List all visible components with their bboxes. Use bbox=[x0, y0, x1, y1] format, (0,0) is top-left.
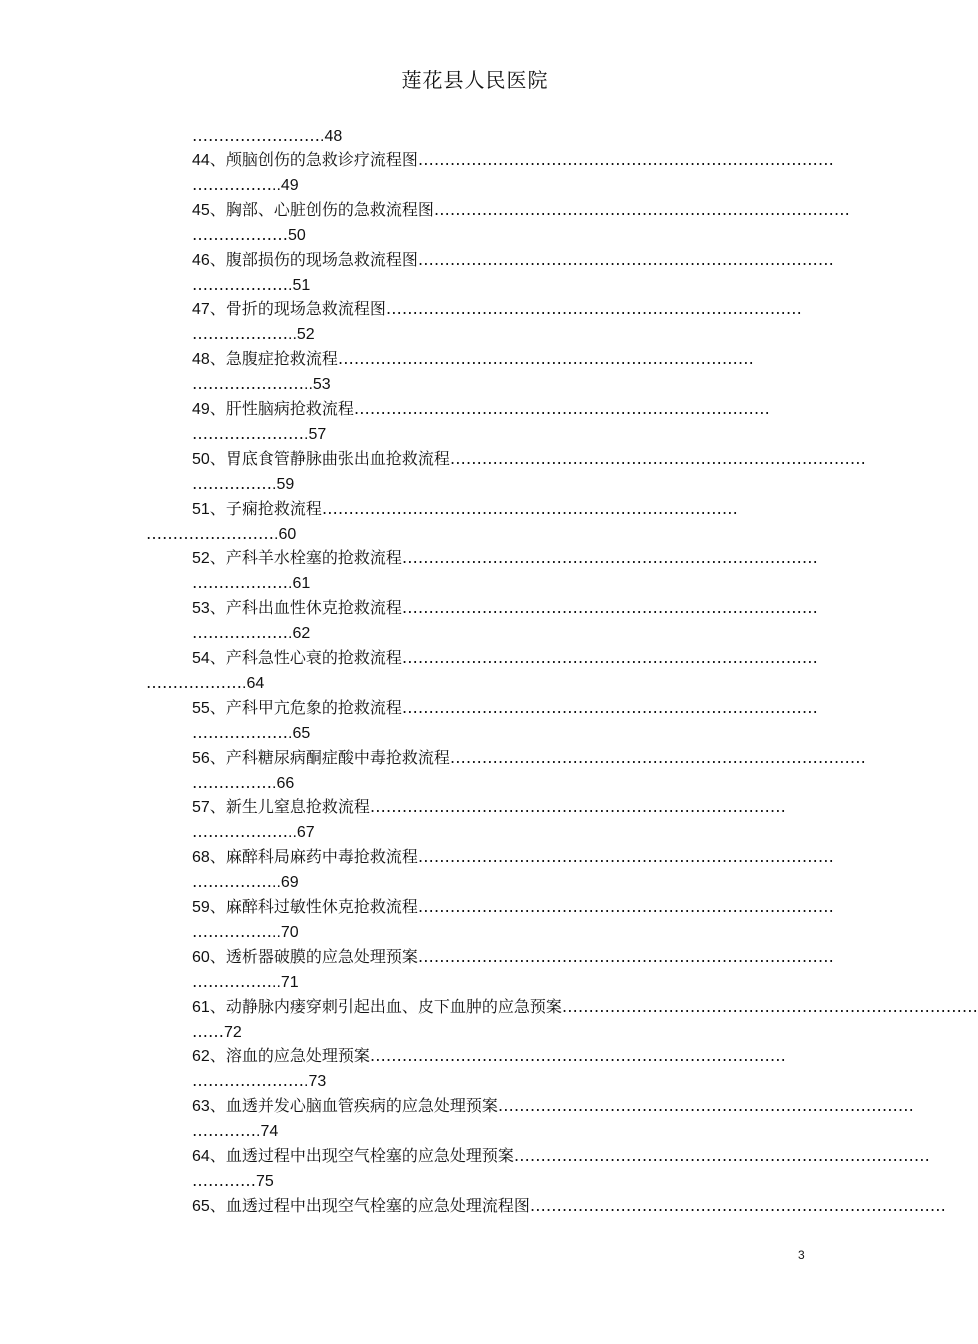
toc-entry[interactable] bbox=[192, 299, 806, 319]
toc-continuation-line bbox=[192, 872, 492, 892]
toc-entry-number: 54 bbox=[192, 650, 210, 667]
leader-dots: …………………………………………………………………… bbox=[433, 199, 850, 219]
toc-page-number: 50 bbox=[288, 226, 306, 244]
toc-page-number: .62 bbox=[288, 625, 311, 643]
toc-entry-number: 51 bbox=[192, 500, 210, 518]
leader-dots: …………… bbox=[192, 922, 272, 941]
leader-dots: …………… bbox=[192, 772, 272, 792]
toc-entry-number: 59 bbox=[192, 899, 210, 916]
leader-dots: ………………… bbox=[192, 374, 304, 394]
toc-separator: 、 bbox=[209, 1146, 226, 1165]
leader-dots: …………………………………………………………………… bbox=[497, 1096, 914, 1116]
leader-dots: …………………………………………………………………… bbox=[417, 847, 834, 867]
toc-entry-title: 胃底食管静脉曲张出血抢救流程 bbox=[225, 448, 450, 468]
toc-entry-title: 肝性脑病抢救流程 bbox=[225, 399, 354, 418]
leader-dots: …………………………………………………………………… bbox=[353, 399, 770, 418]
leader-dots: ……………… bbox=[192, 573, 288, 593]
toc-continuation-line bbox=[192, 623, 492, 643]
toc-entry-title: 急腹症抢救流程 bbox=[225, 349, 338, 369]
toc-page-number: .61 bbox=[288, 575, 311, 593]
toc-entry-title: 产科羊水栓塞的抢救流程 bbox=[225, 548, 402, 568]
toc-entry-number: 46 bbox=[192, 251, 210, 269]
toc-separator: 、 bbox=[209, 747, 226, 767]
toc-entry[interactable] bbox=[192, 897, 834, 917]
toc-entry[interactable] bbox=[192, 996, 978, 1017]
toc-continuation-line bbox=[146, 673, 446, 693]
toc-separator: 、 bbox=[209, 897, 226, 916]
toc-page-number: ..67 bbox=[288, 824, 315, 842]
toc-page-number: .60 bbox=[274, 525, 297, 543]
toc-continuation-line bbox=[192, 773, 492, 793]
leader-dots: …………… bbox=[192, 473, 272, 493]
toc-entry-number: 49 bbox=[192, 401, 210, 418]
leader-dots: …… bbox=[192, 1021, 224, 1041]
toc-entry-number: 56 bbox=[192, 749, 210, 767]
leader-dots: ……………… bbox=[192, 324, 288, 344]
toc-entry-title: 产科急性心衰的抢救流程 bbox=[225, 648, 402, 667]
leader-dots: …………………… bbox=[146, 523, 274, 543]
toc-entry-title: 透析器破膜的应急处理预案 bbox=[225, 946, 418, 966]
toc-entry-number: 53 bbox=[192, 600, 210, 618]
toc-entry-title: 胸部、心脏创伤的急救流程图 bbox=[225, 199, 434, 219]
toc-page-number: .51 bbox=[288, 276, 311, 294]
toc-separator: 、 bbox=[209, 249, 226, 269]
toc-entry-number: 65 bbox=[192, 1197, 210, 1215]
toc-separator: 、 bbox=[209, 498, 226, 518]
toc-continuation-line bbox=[192, 275, 492, 295]
toc-entry-number: 50 bbox=[192, 450, 210, 468]
toc-entry[interactable] bbox=[192, 1195, 946, 1216]
leader-dots: …………………………………………………………………… bbox=[561, 996, 978, 1016]
toc-separator: 、 bbox=[209, 598, 226, 618]
toc-continuation-line bbox=[192, 723, 492, 743]
toc-separator: 、 bbox=[209, 349, 226, 369]
toc-entry[interactable] bbox=[192, 697, 818, 718]
toc-continuation-line bbox=[192, 225, 492, 245]
toc-separator: 、 bbox=[209, 548, 226, 568]
toc-entry-number: 64 bbox=[192, 1148, 210, 1165]
leader-dots: ……………… bbox=[192, 722, 288, 742]
leader-dots: ………………… bbox=[192, 1071, 304, 1091]
toc-entry-title: 产科糖尿病酮症酸中毒抢救流程 bbox=[225, 747, 450, 767]
toc-entry-title: 溶血的应急处理预案 bbox=[225, 1046, 370, 1066]
leader-dots: …………………………………………………………………… bbox=[401, 548, 818, 568]
toc-entry-title: 麻醉科局麻药中毒抢救流程 bbox=[225, 847, 418, 867]
toc-page-number: ..52 bbox=[288, 326, 315, 344]
toc-continuation-line bbox=[192, 573, 492, 593]
toc-entry-title: 麻醉科过敏性休克抢救流程 bbox=[225, 897, 418, 916]
toc-continuation-line bbox=[192, 424, 492, 444]
toc-page-number: .59 bbox=[272, 475, 295, 493]
toc-entry-title: 血透过程中出现空气栓塞的应急处理流程图 bbox=[225, 1195, 530, 1215]
toc-page-number: .64 bbox=[242, 675, 265, 692]
toc-continuation-line bbox=[146, 524, 446, 544]
leader-dots: …………………………………………………………………… bbox=[401, 598, 818, 618]
toc-continuation-line bbox=[192, 1121, 492, 1141]
toc-entry[interactable] bbox=[192, 797, 806, 817]
toc-separator: 、 bbox=[209, 150, 226, 169]
leader-dots: …………………………………………………………………… bbox=[417, 249, 834, 269]
leader-dots: …………………………………………………………………… bbox=[513, 1146, 930, 1165]
toc-continuation-line bbox=[192, 822, 492, 842]
toc-continuation-line bbox=[192, 126, 492, 146]
toc-continuation-line bbox=[192, 922, 492, 942]
toc-entry[interactable] bbox=[192, 1046, 806, 1066]
leader-dots: …………………………………………………………………… bbox=[401, 697, 818, 717]
toc-entry[interactable] bbox=[192, 1096, 914, 1116]
toc-continuation-line bbox=[192, 474, 492, 494]
leader-dots: …………………………………………………………………… bbox=[337, 349, 754, 369]
leader-dots: …………………………………………………………………… bbox=[321, 498, 738, 518]
toc-entry-number: 47 bbox=[192, 301, 210, 319]
leader-dots: …………………………………………………………………… bbox=[449, 747, 866, 767]
toc-entry-number: 55 bbox=[192, 699, 210, 717]
toc-entry[interactable] bbox=[192, 150, 834, 170]
toc-entry-number: 57 bbox=[192, 799, 210, 817]
leader-dots: ……………… bbox=[192, 623, 288, 643]
toc-separator: 、 bbox=[209, 1046, 226, 1066]
toc-page-number: .66 bbox=[272, 774, 295, 792]
toc-page-number: .74 bbox=[256, 1123, 279, 1141]
toc-entry-title: 骨折的现场急救流程图 bbox=[225, 299, 386, 319]
toc-entry[interactable] bbox=[192, 747, 866, 768]
leader-dots: …………………………………………………………………… bbox=[529, 1195, 946, 1215]
toc-page-number: .57 bbox=[304, 426, 327, 443]
toc-page-number: .65 bbox=[288, 724, 311, 742]
toc-separator: 、 bbox=[209, 1195, 226, 1215]
toc-entry[interactable] bbox=[192, 548, 818, 568]
toc-entry-number: 61 bbox=[192, 998, 210, 1016]
leader-dots: …………………………………………………………………… bbox=[369, 1046, 786, 1066]
toc-entry-number: 62 bbox=[192, 1048, 210, 1066]
toc-page-number: ..49 bbox=[272, 177, 299, 194]
toc-separator: 、 bbox=[209, 648, 226, 667]
toc-page-number: .73 bbox=[304, 1073, 327, 1091]
toc-entry-title: 颅脑创伤的急救诊疗流程图 bbox=[225, 150, 418, 169]
toc-separator: 、 bbox=[209, 1096, 226, 1116]
leader-dots: …………… bbox=[192, 971, 272, 991]
toc-entry[interactable] bbox=[192, 448, 866, 469]
toc-entry-title: 产科出血性休克抢救流程 bbox=[225, 598, 402, 618]
leader-dots: …………………………………………………………………… bbox=[385, 299, 802, 319]
toc-separator: 、 bbox=[209, 797, 226, 817]
leader-dots: …………… bbox=[192, 175, 272, 194]
toc-entry[interactable] bbox=[192, 349, 806, 369]
leader-dots: ……………… bbox=[192, 822, 288, 842]
toc-separator: 、 bbox=[209, 996, 226, 1016]
leader-dots: ………… bbox=[192, 1121, 256, 1141]
toc-entry[interactable] bbox=[192, 499, 806, 519]
toc-continuation-line bbox=[192, 324, 492, 344]
leader-dots: ………… bbox=[192, 1171, 256, 1190]
toc-page-number: .48 bbox=[320, 128, 343, 145]
toc-page-number: ..69 bbox=[272, 874, 299, 892]
toc-entry-number: 45 bbox=[192, 201, 210, 219]
leader-dots: ……………… bbox=[192, 224, 288, 244]
leader-dots: …………………………………………………………………… bbox=[369, 797, 786, 817]
toc-separator: 、 bbox=[209, 399, 226, 418]
toc-entry-title: 血透并发心脑血管疾病的应急处理预案 bbox=[225, 1096, 498, 1116]
toc-separator: 、 bbox=[209, 448, 226, 468]
toc-separator: 、 bbox=[209, 697, 226, 717]
leader-dots: ……………… bbox=[146, 673, 242, 692]
toc-entry-title: 新生儿窒息抢救流程 bbox=[225, 797, 370, 817]
toc-continuation-line bbox=[192, 1071, 492, 1091]
toc-entry-title: 产科甲亢危象的抢救流程 bbox=[225, 697, 402, 717]
toc-page-number: ..70 bbox=[272, 924, 299, 941]
toc-continuation-line bbox=[192, 1171, 492, 1191]
leader-dots: …………………… bbox=[192, 126, 320, 145]
toc-page-number: ..53 bbox=[304, 376, 331, 394]
leader-dots: ……………… bbox=[192, 274, 288, 294]
toc-entry[interactable] bbox=[192, 199, 850, 220]
leader-dots: …………………………………………………………………… bbox=[417, 150, 834, 169]
toc-separator: 、 bbox=[209, 946, 226, 966]
toc-separator: 、 bbox=[209, 847, 226, 867]
toc-entry[interactable] bbox=[192, 648, 818, 668]
leader-dots: ………………… bbox=[192, 424, 304, 443]
leader-dots: …………… bbox=[192, 872, 272, 892]
leader-dots: …………………………………………………………………… bbox=[417, 946, 834, 966]
toc-entry-number: 44 bbox=[192, 152, 210, 169]
toc-entry-title: 动静脉内瘘穿刺引起出血、皮下血肿的应急预案 bbox=[225, 996, 562, 1016]
toc-entry[interactable] bbox=[192, 847, 834, 867]
toc-continuation-line bbox=[192, 1022, 492, 1042]
toc-continuation-line bbox=[192, 374, 492, 394]
toc-entry-title: 血透过程中出现空气栓塞的应急处理预案 bbox=[225, 1146, 514, 1165]
toc-entry[interactable] bbox=[192, 1146, 930, 1166]
toc-entry-number: 63 bbox=[192, 1098, 210, 1116]
toc-entry[interactable] bbox=[192, 946, 834, 967]
toc-entry-title: 子痫抢救流程 bbox=[225, 498, 322, 518]
page-header-title: 莲花县人民医院 bbox=[401, 68, 549, 92]
toc-entry-number: 68 bbox=[192, 849, 210, 867]
toc-continuation-line bbox=[192, 175, 492, 195]
toc-separator: 、 bbox=[209, 299, 226, 319]
toc-continuation-line bbox=[192, 972, 492, 992]
page-number: 3 bbox=[798, 1248, 805, 1262]
leader-dots: …………………………………………………………………… bbox=[401, 648, 818, 667]
toc-entry[interactable] bbox=[192, 598, 818, 618]
toc-separator: 、 bbox=[209, 199, 226, 219]
leader-dots: …………………………………………………………………… bbox=[417, 897, 834, 916]
toc-entry-number: 48 bbox=[192, 351, 210, 369]
toc-entry-number: 52 bbox=[192, 550, 210, 568]
leader-dots: …………………………………………………………………… bbox=[449, 448, 866, 468]
toc-entry-title: 腹部损伤的现场急救流程图 bbox=[225, 249, 418, 269]
toc-entry[interactable] bbox=[192, 399, 806, 419]
toc-entry[interactable] bbox=[192, 249, 834, 270]
toc-page-number: ..71 bbox=[272, 973, 299, 991]
toc-entry-number: 60 bbox=[192, 948, 210, 966]
toc-page-number: 72 bbox=[224, 1023, 242, 1041]
toc-page-number: 75 bbox=[256, 1173, 274, 1190]
